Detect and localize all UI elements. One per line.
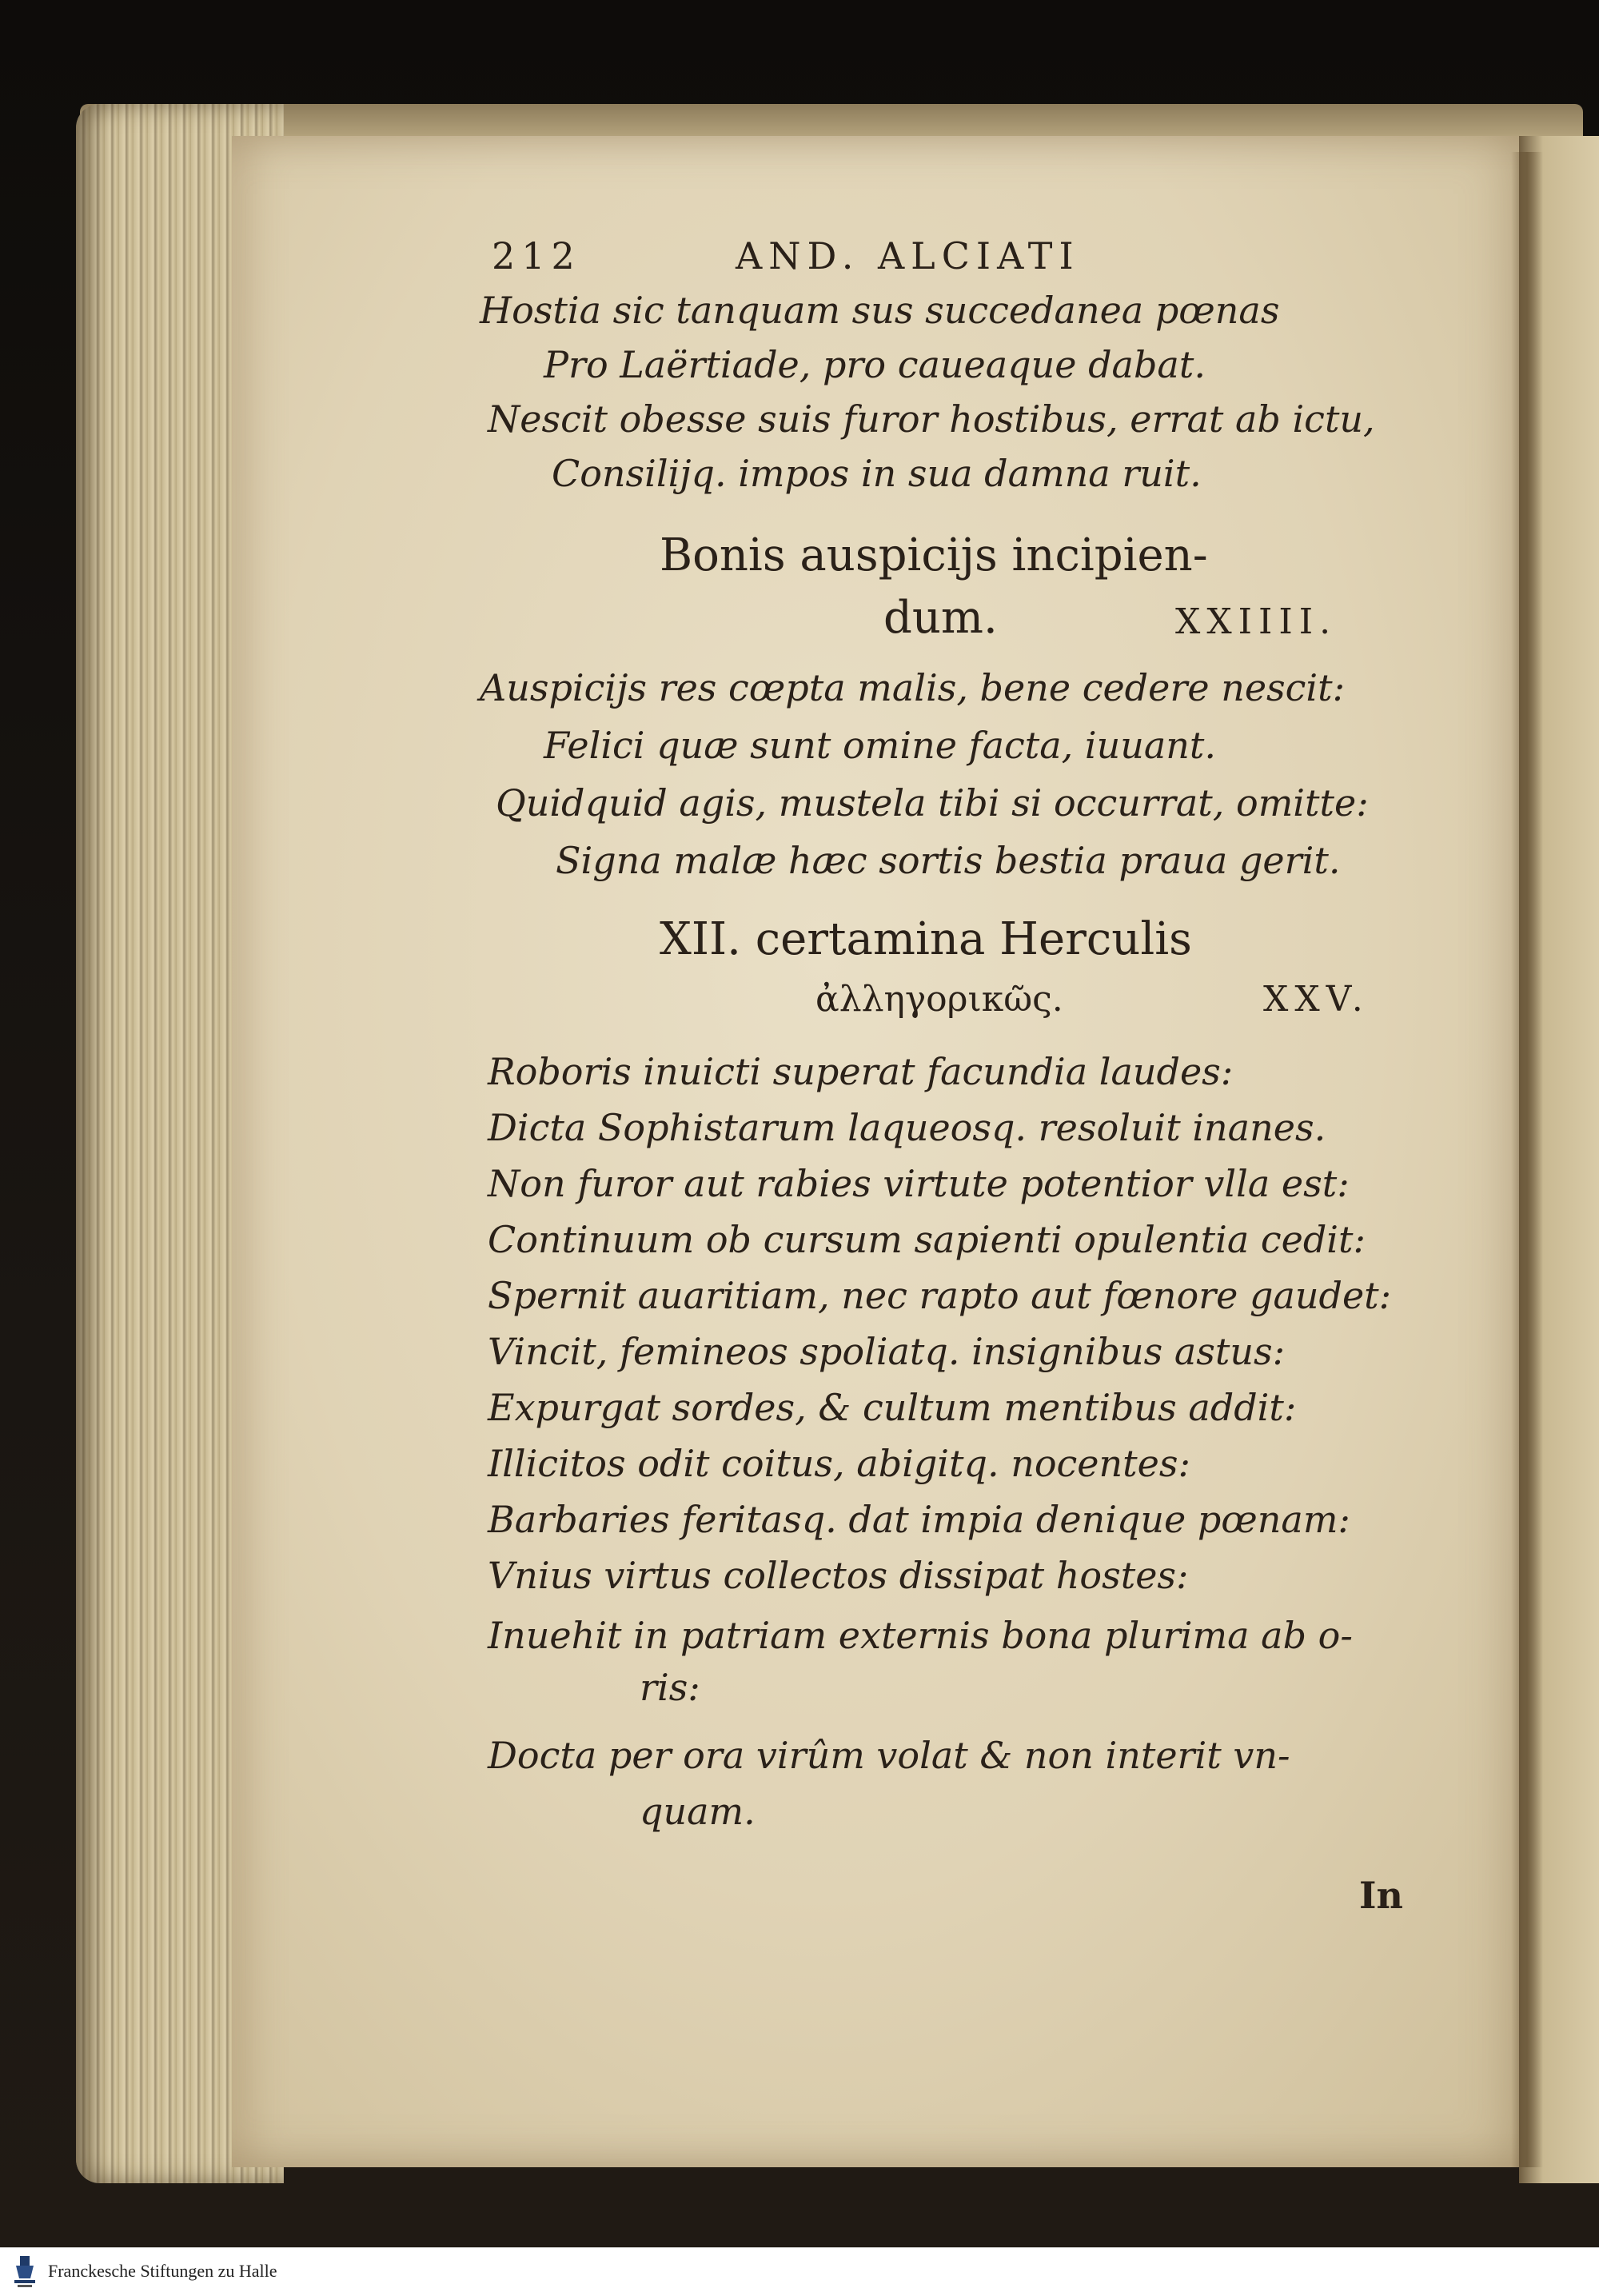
verse-line: Signa malæ hæc sortis bestia praua gerit. (556, 839, 1341, 882)
footer-institution: Franckesche Stiftungen zu Halle (48, 2261, 277, 2281)
book-cover-edge (80, 104, 1583, 140)
verse-line: Vincit, femineos spoliatq. insignibus astus: (488, 1330, 1286, 1373)
verse-line: Illicitos odit coitus, abigitq. nocentes: (488, 1442, 1190, 1485)
institution-logo-icon (11, 2254, 38, 2290)
verse-line: Felici quæ sunt omine facta, iuuant. (544, 724, 1217, 767)
verse-line: Dicta Sophistarum laqueosq. resoluit inanes. (488, 1106, 1326, 1149)
page-number: 212 (492, 234, 581, 278)
footer-bar (0, 2247, 1599, 2296)
verse-line: Roboris inuicti superat facundia laudes: (488, 1050, 1234, 1093)
emblem-number: XXV. (1263, 979, 1370, 1020)
verse-line-continued: quam. (640, 1790, 756, 1833)
verse-line: Vnius virtus collectos dissipat hostes: (488, 1554, 1189, 1597)
emblem-title: XII. certamina Herculis (660, 913, 1192, 965)
verse-line: Barbaries feritasq. dat impia denique pœnam: (488, 1498, 1350, 1541)
verse-line: Non furor aut rabies virtute potentior vlla est: (488, 1162, 1350, 1205)
emblem-number: XXIIII. (1175, 601, 1338, 642)
verse-line: Consilijq. impos in sua damna ruit. (552, 452, 1202, 495)
verse-line: Continuum ob cursum sapienti opulentia cedit: (488, 1218, 1366, 1261)
verse-line-continued: ris: (640, 1666, 700, 1709)
emblem-subtitle: ἀλληγορικῶς. (815, 979, 1063, 1020)
verse-line: Hostia sic tanquam sus succedanea pœnas (480, 289, 1280, 332)
verse-line: Expurgat sordes, & cultum mentibus addit: (488, 1386, 1297, 1429)
page-gutter (1511, 152, 1543, 2167)
verse-line: Pro Laërtiade, pro caueaque dabat. (544, 343, 1206, 386)
verse-line: Docta per ora virûm volat & non interit vn- (488, 1734, 1290, 1777)
verse-line: Auspicijs res cœpta malis, bene cedere nescit: (480, 666, 1346, 709)
verse-line: Inuehit in patriam externis bona plurima ab o- (488, 1614, 1353, 1657)
verse-line: Quidquid agis, mustela tibi si occurrat, omitte: (496, 781, 1369, 825)
catchword: In (1359, 1874, 1403, 1917)
running-title: AND. ALCIATI (736, 234, 1080, 278)
verse-line: Nescit obesse suis furor hostibus, errat ab ictu, (488, 397, 1375, 441)
emblem-title: Bonis auspicijs incipien- (660, 529, 1208, 581)
emblem-title-continued: dum. (883, 592, 998, 644)
verse-line: Spernit auaritiam, nec rapto aut fœnore gaudet: (488, 1274, 1392, 1317)
